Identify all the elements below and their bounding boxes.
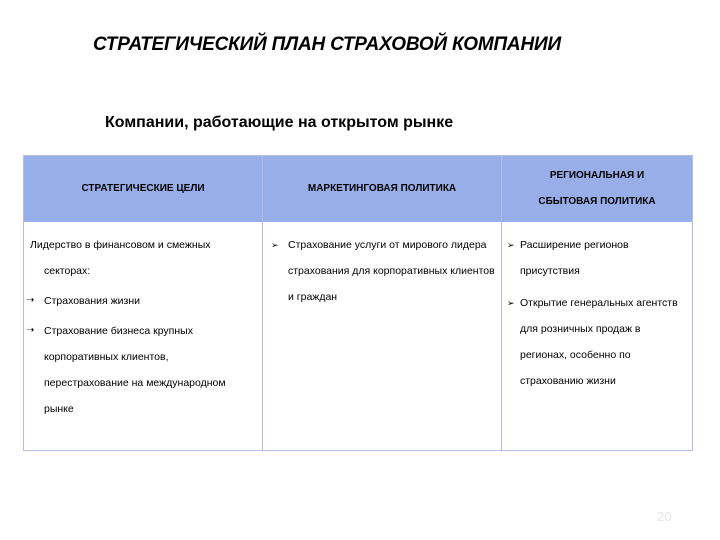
arrowhead-bullet-icon: ➢: [507, 240, 515, 250]
page-title: СТРАТЕГИЧЕСКИЙ ПЛАН СТРАХОВОЙ КОМПАНИИ: [93, 34, 561, 55]
regional-cell: [507, 232, 689, 394]
header-strategic-goals: СТРАТЕГИЧЕСКИЕ ЦЕЛИ: [81, 183, 205, 194]
regional-item: ➢ Открытие генеральных агентств для розничных продаж в регионах, особенно по страхованию жизни: [507, 290, 689, 394]
arrowhead-bullet-icon: ➢: [271, 240, 279, 250]
page-subtitle: Компании, работающие на открытом рынке: [105, 114, 454, 131]
regional-item: ➢ Расширение регионов присутствия: [507, 232, 689, 284]
header-regional-policy: РЕГИОНАЛЬНАЯ И СБЫТОВАЯ ПОЛИТИКА: [538, 170, 656, 207]
arrowhead-bullet-icon: ➢: [507, 298, 515, 308]
goals-cell: [26, 232, 256, 422]
goals-item: ➝ Страхование бизнеса крупных корпоративных клиентов, перестрахование на международном рынке: [30, 318, 256, 422]
marketing-item: ➢ Страхование услуги от мирового лидера страхования для корпоративных клиентов и граждан: [271, 232, 495, 310]
column-divider: [262, 156, 263, 450]
goals-item: ➝ Страхования жизни: [30, 288, 256, 314]
strategy-table: [23, 155, 693, 451]
arrow-bullet-icon: ➝: [26, 325, 35, 336]
table-header-row: [24, 156, 692, 222]
page-number: 20: [657, 509, 672, 524]
goals-intro: Лидерство в финансовом и смежных секторах:: [30, 239, 211, 277]
column-divider: [501, 156, 502, 450]
header-marketing-policy: МАРКЕТИНГОВАЯ ПОЛИТИКА: [307, 183, 457, 194]
marketing-cell: [271, 232, 495, 310]
arrow-bullet-icon: ➝: [26, 295, 35, 306]
